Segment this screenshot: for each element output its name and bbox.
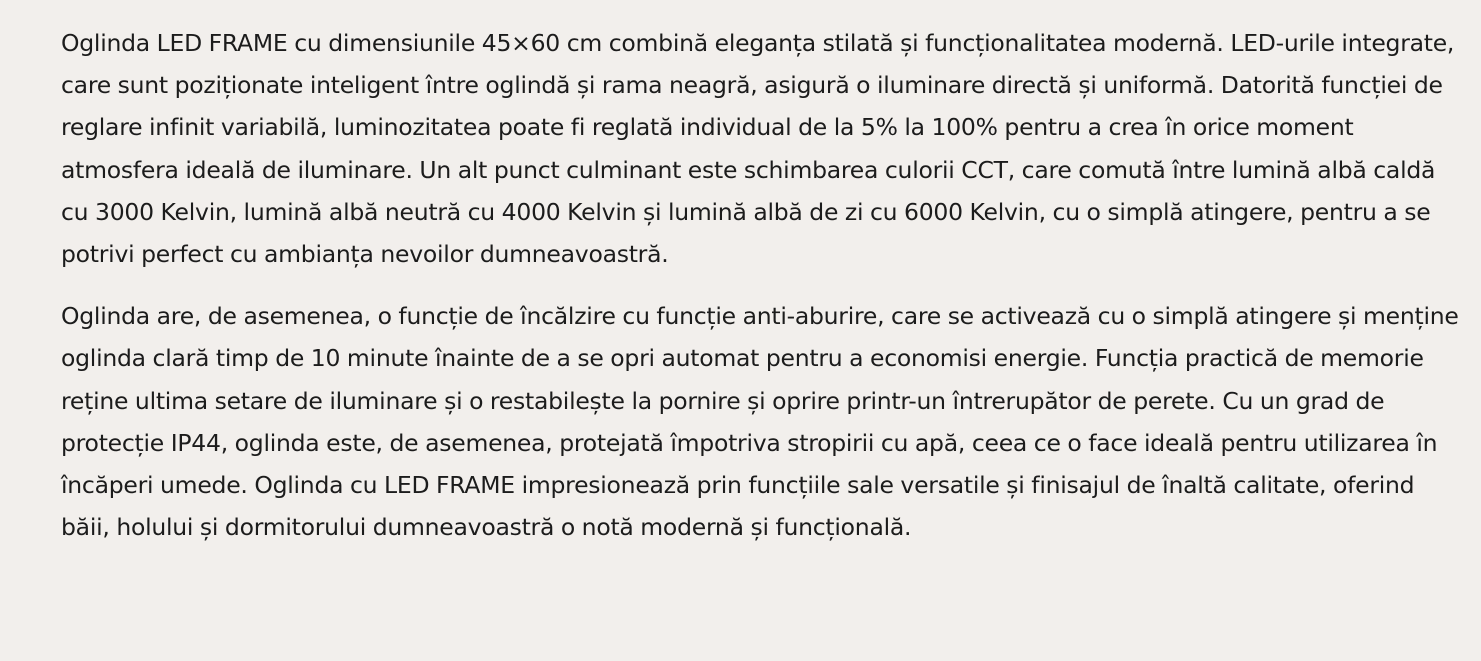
product-description (61, 22, 1461, 548)
description-paragraph-1: Oglinda LED FRAME cu dimensiunile 45×60 cm combină eleganța stilată și funcționalitatea modernă. LED-urile integrate, care sunt poziționate inteligent între oglindă și rama neagră, asigură o iluminare directă și uniformă. Datorită funcției de reglare infinit variabilă, luminozitatea poate fi reglată individual de la 5% la 100% pentru a crea în orice moment atmosfera ideală de iluminare. Un alt punct culminant este schimbarea culorii CCT, care comută între lumină albă caldă cu 3000 Kelvin, lumină albă neutră cu 4000 Kelvin și lumină albă de zi cu 6000 Kelvin, cu o simplă atingere, pentru a se potrivi perfect cu ambianța nevoilor dumneavoastră. (61, 29, 1455, 269)
description-paragraph-2: Oglinda are, de asemenea, o funcție de încălzire cu funcție anti-aburire, care se activează cu o simplă atingere și menține oglinda clară timp de 10 minute înainte de a se opri automat pentru a economisi energie. Funcția practică de memorie reține ultima setare de iluminare și o restabilește la pornire și oprire printr-un întrerupător de perete. Cu un grad de protecție IP44, oglinda este, de asemenea, protejată împotriva stropirii cu apă, ceea ce o face ideală pentru utilizarea în încăperi umede. Oglinda cu LED FRAME impresionează prin funcțiile sale versatile și finisajul de înaltă calitate, oferind băii, holului și dormitorului dumneavoastră o notă modernă și funcțională. (61, 302, 1459, 542)
